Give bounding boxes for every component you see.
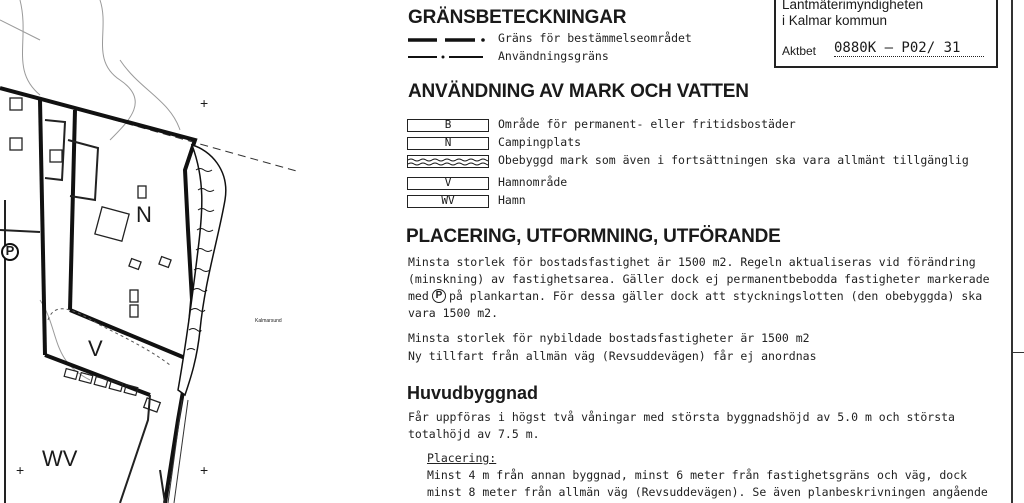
wavy-pattern-icon — [408, 156, 489, 168]
placering-sub-line1: Minst 4 m från annan byggnad, minst 6 meter från fastighetsgräns och väg, dock — [427, 468, 968, 482]
legend-code-wv: WV — [407, 195, 489, 208]
stamp-authority-line1: Lantmäterimyndigheten — [782, 0, 924, 12]
huvudbyggnad-line2: totalhöjd av 7.5 m. — [408, 427, 540, 441]
plan-map — [0, 0, 400, 503]
stamp-aktbet-value: 0880K – P02/ 31 — [834, 40, 984, 57]
placering-para1-line3a: med — [408, 289, 429, 303]
frame-line — [1011, 0, 1013, 503]
stamp-aktbet-label: Aktbet — [782, 44, 817, 58]
huvudbyggnad-heading: Huvudbyggnad — [407, 383, 538, 403]
stamp-authority-line2: i Kalmar kommun — [782, 13, 888, 28]
huvudbyggnad-line1: Får uppföras i högst två våningar med största byggnadshöjd av 5.0 m och största — [408, 410, 955, 424]
map-zone-n-label: N — [136, 202, 152, 227]
placering-sub-line2: minst 8 meter från allmän väg (Revsuddevägen). Se även planbeskrivningen angående — [427, 485, 988, 499]
legend-label-b: Område för permanent- eller fritidsbostäder — [498, 117, 796, 131]
anvandning-heading: ANVÄNDNING AV MARK OCH VATTEN — [408, 81, 749, 102]
legend-usage-boundary-label: Användningsgräns — [498, 49, 609, 63]
map-zone-v-label: V — [88, 336, 103, 361]
legend-code-v: V — [407, 177, 489, 190]
map-kalmarsund-label: Kalmarsund — [255, 318, 282, 324]
legend-boundary-symbols — [407, 33, 491, 63]
placering-para1-line2: (minskning) av fastighetsarea. Gäller dock ej permanentbebodda fastigheter markerade — [408, 272, 990, 286]
legend-label-wv: Hamn — [498, 193, 526, 207]
placering-para1-line3b: på plankartan. För dessa gäller dock att styckningslotten (den obebyggda) ska — [449, 289, 983, 303]
legend-wavy-swatch — [407, 155, 489, 168]
legend-label-n: Campingplats — [498, 135, 582, 149]
placering-para1-line4: vara 1500 m2. — [408, 306, 499, 320]
plan-map-drawing — [0, 0, 400, 503]
legend-boundary-label: Gräns för bestämmelseområdet — [498, 31, 692, 45]
legend-label-v: Hamnområde — [498, 175, 568, 189]
map-grid-cross-1: + — [200, 95, 209, 111]
placering-para2-line1: Minsta storlek för nybildade bostadsfastigheter är 1500 m2 — [408, 331, 810, 345]
map-grid-cross-3: + — [16, 462, 25, 478]
placering-para2-line2: Ny tillfart från allmän väg (Revsuddevägen) får ej anordnas — [408, 349, 817, 363]
legend-label-public-land: Obebyggd mark som även i fortsättningen ska vara allmänt tillgänglig — [498, 153, 969, 167]
placering-heading: PLACERING, UTFORMNING, UTFÖRANDE — [406, 226, 781, 247]
map-p-symbol: P — [5, 243, 15, 258]
frame-tick — [1012, 352, 1024, 353]
legend-code-n: N — [407, 137, 489, 150]
placering-para1-line1: Minsta storlek för bostadsfastighet är 1500 m2. Regeln aktualiseras vid förändring — [408, 255, 976, 269]
legend-code-b: B — [407, 119, 489, 132]
authority-stamp — [774, 0, 998, 68]
p-circle-icon: P — [432, 289, 446, 303]
map-zone-wv-label: WV — [42, 446, 78, 471]
map-grid-cross-2: + — [200, 462, 209, 478]
placering-subheading: Placering: — [427, 451, 497, 465]
gransbeteckningar-heading: GRÄNSBETECKNINGAR — [408, 7, 627, 28]
